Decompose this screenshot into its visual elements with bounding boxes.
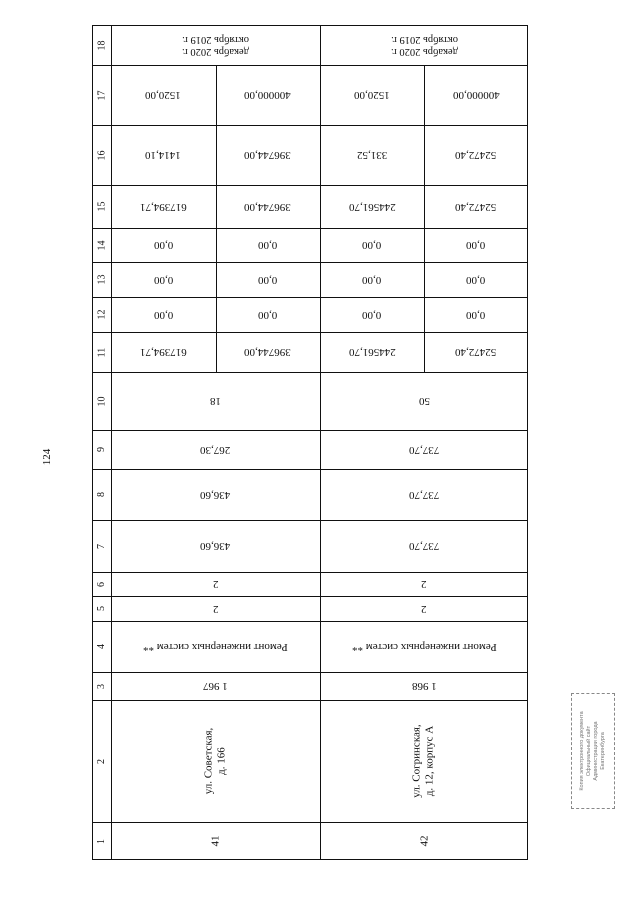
- value-cell-col12: [424, 297, 528, 332]
- value-cell-col7: [320, 520, 528, 572]
- column-header-1: [92, 822, 111, 860]
- column-header-label: 16: [96, 150, 107, 160]
- column-header-4: [92, 621, 111, 672]
- cell-value: 396744,00: [244, 149, 292, 161]
- page-number: 124: [41, 448, 53, 466]
- cell-value: 267,30: [200, 443, 231, 456]
- column-header-6: [92, 572, 111, 596]
- column-header-label: 18: [96, 40, 107, 50]
- cell-value: 52472,40: [455, 200, 497, 213]
- stamp-line: Официальный сайт: [586, 725, 592, 777]
- column-header-label: 10: [96, 396, 107, 406]
- column-header-15: [92, 185, 111, 228]
- column-header-label: 5: [96, 606, 107, 611]
- column-header-label: 15: [96, 201, 107, 212]
- value-cell-col15: [424, 185, 528, 228]
- column-header-17: [92, 65, 111, 125]
- value-cell-col11: [216, 332, 321, 372]
- column-header-14: [92, 228, 111, 262]
- column-header-label: 8: [96, 492, 107, 497]
- column-header-5: [92, 596, 111, 621]
- value-cell-col5: [111, 596, 320, 621]
- cell-value: 2: [421, 602, 427, 615]
- column-header-13: [92, 262, 111, 297]
- address-cell: [320, 700, 528, 822]
- value-cell-col13: [216, 262, 321, 297]
- value-cell-col17: [216, 65, 321, 125]
- cell-value: 0,00: [258, 239, 278, 251]
- stamp-line: Копия электронного документа: [579, 711, 585, 791]
- value-cell-col13: [320, 262, 424, 297]
- value-cell-col13: [424, 262, 528, 297]
- cell-value: 0,00: [153, 273, 173, 286]
- row-number: 41: [209, 835, 222, 847]
- value-cell-col17: [424, 65, 528, 125]
- row-number-cell: [111, 822, 320, 860]
- column-header-8: [92, 469, 111, 520]
- value-cell-col10: [111, 372, 320, 430]
- build-year: 1 968: [411, 680, 437, 692]
- cell-value: 436,60: [200, 488, 231, 501]
- value-cell-col14: [216, 228, 321, 262]
- cell-value: 2: [212, 602, 219, 615]
- cell-value: 50: [418, 395, 430, 407]
- value-cell-col14: [424, 228, 528, 262]
- cell-value: 52472,40: [455, 149, 497, 161]
- cell-value: 737,70: [408, 443, 440, 456]
- column-header-label: 14: [96, 240, 107, 250]
- value-cell-col9: [111, 430, 320, 469]
- work-type: Ремонт инженерных систем **: [351, 640, 497, 653]
- column-header-label: 11: [95, 347, 107, 357]
- address-street: ул. Согринская,: [410, 724, 423, 798]
- cell-value: 0,00: [362, 308, 382, 321]
- work-type: Ремонт инженерных систем **: [143, 640, 288, 653]
- address-text: [411, 724, 437, 797]
- cell-value: 400000,00: [244, 89, 292, 101]
- copy-stamp: [571, 693, 615, 809]
- value-cell-col8: [111, 469, 320, 520]
- period-cell: [111, 25, 320, 65]
- cell-value: 0,00: [466, 273, 486, 286]
- value-cell-col9: [320, 430, 528, 469]
- cell-value: 1414,10: [145, 149, 182, 161]
- value-cell-col6: [111, 572, 320, 596]
- value-cell-col17: [320, 65, 424, 125]
- value-cell-col15: [111, 185, 216, 228]
- cell-value: 396744,00: [244, 200, 292, 213]
- address-text: [203, 728, 229, 795]
- column-header-3: [92, 672, 111, 700]
- column-header-label: 17: [96, 90, 107, 100]
- cell-value: 396744,00: [244, 346, 292, 358]
- address-house: д. 166: [215, 747, 228, 775]
- cell-value: 0,00: [466, 239, 486, 251]
- row-number: 42: [418, 835, 430, 847]
- value-cell-col15: [320, 185, 424, 228]
- stamp-text: [579, 698, 607, 804]
- build-year: 1 967: [203, 680, 228, 692]
- value-cell-col16: [216, 125, 321, 185]
- value-cell-col6: [320, 572, 528, 596]
- column-header-12: [92, 297, 111, 332]
- cell-value: 1520,00: [145, 89, 182, 101]
- column-header-11: [92, 332, 111, 372]
- value-cell-col14: [111, 228, 216, 262]
- column-header-label: 2: [96, 758, 107, 764]
- column-header-label: 1: [96, 838, 107, 844]
- cell-value: 0,00: [258, 273, 278, 286]
- row-number-cell: [320, 822, 528, 860]
- column-header-2: [92, 700, 111, 822]
- value-cell-col8: [320, 469, 528, 520]
- value-cell-col12: [111, 297, 216, 332]
- register-table: [92, 25, 528, 860]
- cell-value: 0,00: [362, 273, 382, 286]
- cell-value: 617394,71: [139, 200, 187, 213]
- period-start: октябрь 2019 г.: [390, 34, 458, 45]
- cell-value: 737,70: [408, 488, 440, 501]
- cell-value: 1520,00: [354, 89, 390, 101]
- cell-value: 0,00: [153, 239, 173, 251]
- work-type-cell: [111, 621, 320, 672]
- value-cell-col16: [320, 125, 424, 185]
- column-header-7: [92, 520, 111, 572]
- cell-value: 18: [210, 395, 221, 407]
- column-header-label: 6: [96, 581, 107, 587]
- stamp-line: Администрации города: [593, 721, 599, 781]
- cell-value: 0,00: [362, 239, 382, 251]
- value-cell-col7: [111, 520, 320, 572]
- column-header-label: 3: [96, 683, 107, 689]
- year-cell: [320, 672, 528, 700]
- stamp-line: Екатеринбурга: [600, 732, 606, 770]
- value-cell-col12: [216, 297, 321, 332]
- period-cell: [320, 25, 528, 65]
- column-header-label: 7: [96, 543, 107, 549]
- period-text: [391, 33, 458, 57]
- column-header-label: 13: [96, 274, 107, 285]
- column-header-18: [92, 25, 111, 65]
- cell-value: 400000,00: [452, 89, 500, 101]
- cell-value: 0,00: [153, 308, 173, 321]
- cell-value: 617394,71: [139, 346, 187, 358]
- period-start: октябрь 2019 г.: [182, 34, 249, 45]
- address-cell: [111, 700, 320, 822]
- cell-value: 0,00: [466, 308, 486, 321]
- period-end: декабрь 2020 г.: [390, 46, 458, 57]
- cell-value: 436,60: [200, 540, 231, 552]
- cell-value: 2: [212, 578, 219, 590]
- cell-value: 52472,40: [455, 346, 497, 358]
- period-end: декабрь 2020 г.: [182, 46, 249, 57]
- value-cell-col17: [111, 65, 216, 125]
- column-header-10: [92, 372, 111, 430]
- column-header-label: 4: [96, 644, 107, 649]
- year-cell: [111, 672, 320, 700]
- cell-value: 244561,70: [348, 200, 396, 213]
- value-cell-col5: [320, 596, 528, 621]
- value-cell-col16: [424, 125, 528, 185]
- value-cell-col15: [216, 185, 321, 228]
- work-type-cell: [320, 621, 528, 672]
- value-cell-col12: [320, 297, 424, 332]
- column-header-9: [92, 430, 111, 469]
- value-cell-col10: [320, 372, 528, 430]
- value-cell-col14: [320, 228, 424, 262]
- address-house: д. 12, корпус А: [423, 725, 436, 797]
- column-header-label: 9: [96, 447, 107, 452]
- period-text: [182, 33, 249, 57]
- cell-value: 331,52: [356, 149, 388, 161]
- value-cell-col13: [111, 262, 216, 297]
- value-cell-col11: [320, 332, 424, 372]
- cell-value: 2: [421, 578, 427, 590]
- value-cell-col11: [424, 332, 528, 372]
- cell-value: 737,70: [408, 540, 440, 552]
- column-header-label: 12: [96, 309, 107, 320]
- column-header-16: [92, 125, 111, 185]
- address-street: ул. Советская,: [202, 727, 215, 795]
- cell-value: 244561,70: [348, 346, 396, 358]
- value-cell-col16: [111, 125, 216, 185]
- cell-value: 0,00: [258, 308, 278, 321]
- value-cell-col11: [111, 332, 216, 372]
